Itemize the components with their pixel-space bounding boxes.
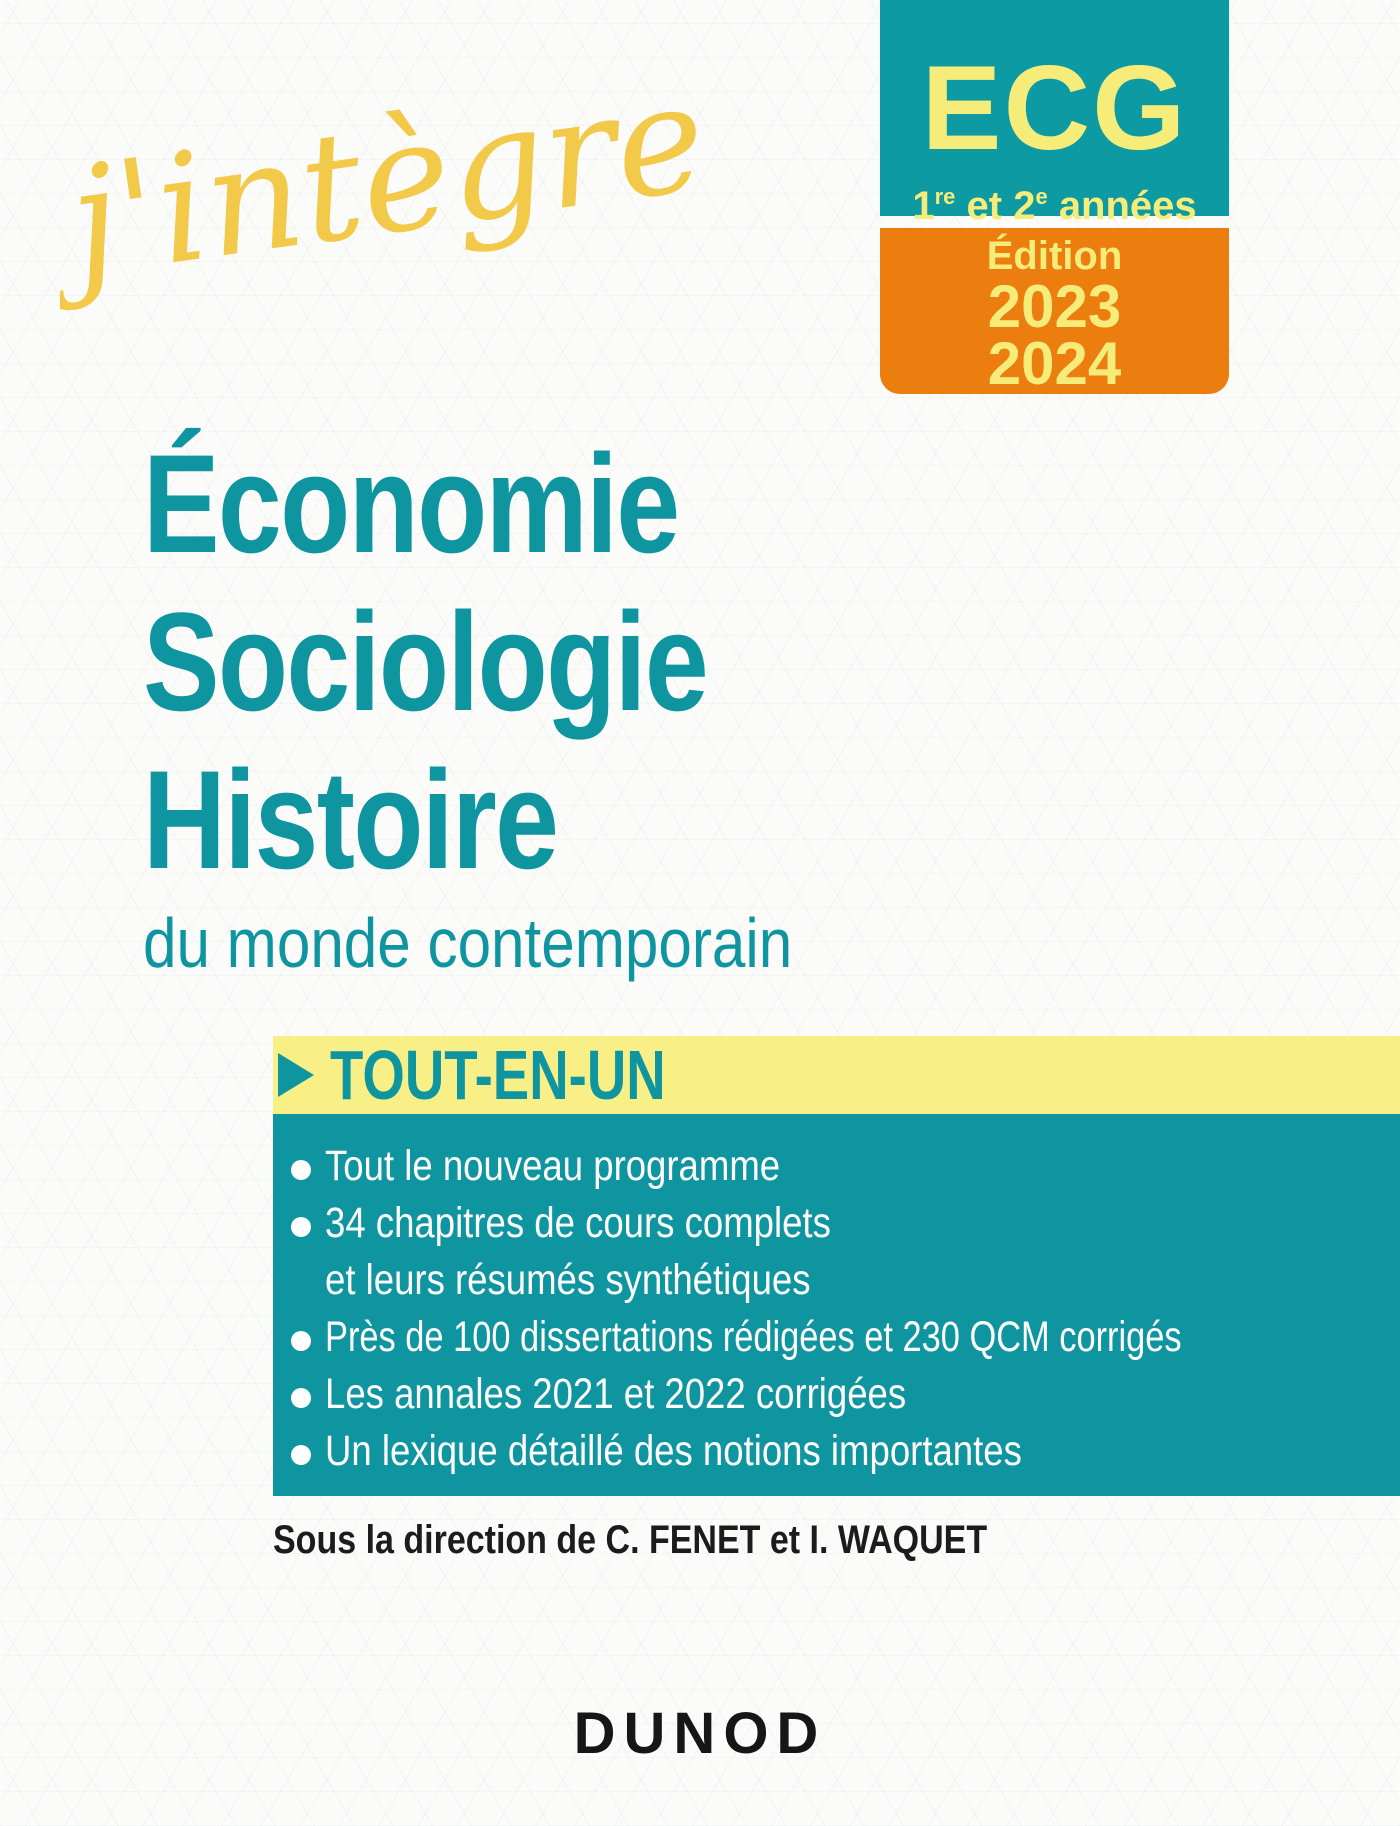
title-histoire: Histoire (143, 741, 558, 898)
title-sociologie: Sociologie (143, 583, 708, 740)
edition-year-1: 2023 (987, 273, 1122, 340)
feature-item (291, 1138, 1400, 1195)
feature-text: Près de 100 dissertations rédigées et 230 QCM corrigés (325, 1313, 1182, 1361)
program-badge (880, 0, 1229, 228)
feature-text: Les annales 2021 et 2022 corrigées (325, 1370, 907, 1418)
feature-item (291, 1423, 1400, 1480)
play-arrow-icon (278, 1053, 314, 1097)
feature-text: 34 chapitres de cours complets (325, 1199, 831, 1247)
feature-text: Un lexique détaillé des notions importantes (325, 1427, 1022, 1475)
program-years: 1re et 2e années (912, 184, 1197, 228)
bullet-icon (291, 1160, 311, 1180)
banner-label: TOUT-EN-UN (330, 1036, 666, 1114)
editors-credit: Sous la direction de C. FENET et I. WAQUET (273, 1518, 988, 1562)
feature-item (291, 1366, 1400, 1423)
feature-item (291, 1309, 1400, 1366)
series-logo-text: j'intègre (60, 50, 716, 312)
series-logo (60, 30, 740, 350)
features-box (273, 1114, 1400, 1496)
bullet-icon (291, 1388, 311, 1408)
book-title (143, 425, 898, 983)
edition-label: Édition (986, 234, 1123, 278)
title-economie: Économie (143, 425, 679, 582)
publisher-logo: DUNOD (573, 1701, 827, 1766)
bullet-icon (291, 1217, 311, 1237)
title-subtitle: du monde contemporain (143, 904, 793, 982)
feature-text: Tout le nouveau programme (325, 1142, 781, 1190)
program-label: ECG (921, 41, 1188, 175)
feature-continuation: et leurs résumés synthétiques (325, 1256, 811, 1304)
edition-year-2: 2024 (987, 330, 1122, 397)
feature-item (291, 1195, 1400, 1252)
bullet-icon (291, 1445, 311, 1465)
tout-en-un-banner (273, 1036, 1400, 1114)
edition-badge (880, 228, 1229, 397)
bullet-icon (291, 1331, 311, 1351)
